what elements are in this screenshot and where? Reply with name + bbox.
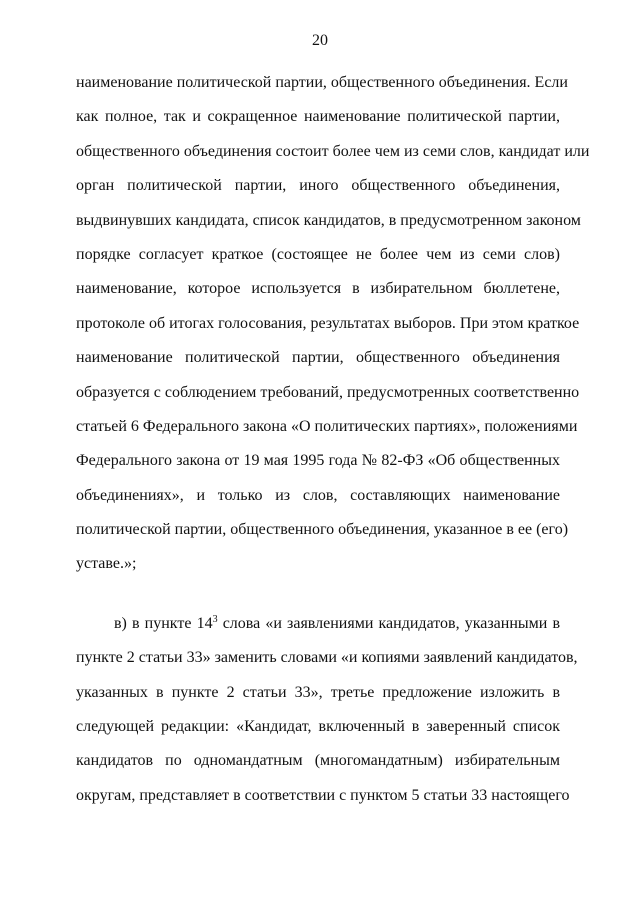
text-line: общественного объединения состоит более чем из семи слов, кандидат или bbox=[76, 142, 590, 160]
text-line-first bbox=[76, 607, 560, 641]
text-line: наименование, которое используется в избирательном бюллетене, bbox=[76, 280, 560, 298]
text-line: уставе.»; bbox=[76, 555, 137, 573]
text-fragment: в) в пункте 14 bbox=[114, 614, 213, 632]
page-number: 20 bbox=[312, 32, 328, 49]
text-line: объединениях», и только из слов, составляющих наименование bbox=[76, 486, 560, 504]
text-line: указанных в пункте 2 статьи 33», третье предложение изложить в bbox=[76, 683, 560, 701]
text-line: орган политической партии, иного общественного объединения, bbox=[76, 177, 560, 195]
text-line: образуется с соблюдением требований, предусмотренных соответственно bbox=[76, 383, 580, 401]
text-line: Федерального закона от 19 мая 1995 года № 82-ФЗ «Об общественных bbox=[76, 452, 560, 470]
text-fragment: слова «и заявлениями кандидатов, указанными в bbox=[217, 614, 560, 632]
text-line: пункте 2 статьи 33» заменить словами «и копиями заявлений кандидатов, bbox=[76, 649, 578, 667]
text-line: кандидатов по одномандатным (многомандатным) избирательным bbox=[76, 752, 560, 770]
paragraph-2 bbox=[76, 607, 578, 813]
paragraph-gap bbox=[76, 582, 560, 607]
text-line: статьей 6 Федерального закона «О политических партиях», положениями bbox=[76, 417, 578, 435]
text-line: следующей редакции: «Кандидат, включенный в заверенный список bbox=[76, 718, 560, 736]
text-line: как полное, так и сокращенное наименование политической партии, bbox=[76, 108, 560, 126]
text-line: порядке согласует краткое (состоящее не более чем из семи слов) bbox=[76, 245, 560, 263]
text-line: политической партии, общественного объединения, указанное в ее (его) bbox=[76, 521, 569, 539]
text-line: выдвинувших кандидата, список кандидатов, в предусмотренном законом bbox=[76, 211, 581, 229]
text-line: наименование политической партии, общественного объединения bbox=[76, 349, 560, 367]
paragraph-1 bbox=[76, 66, 590, 582]
text-line: протоколе об итогах голосования, результатах выборов. При этом краткое bbox=[76, 314, 580, 332]
text-line: наименование политической партии, общественного объединения. Если bbox=[76, 74, 568, 91]
superscript: 3 bbox=[212, 613, 218, 625]
document-body bbox=[76, 66, 590, 813]
text-line: округам, представляет в соответствии с пунктом 5 статьи 33 настоящего bbox=[76, 786, 570, 804]
